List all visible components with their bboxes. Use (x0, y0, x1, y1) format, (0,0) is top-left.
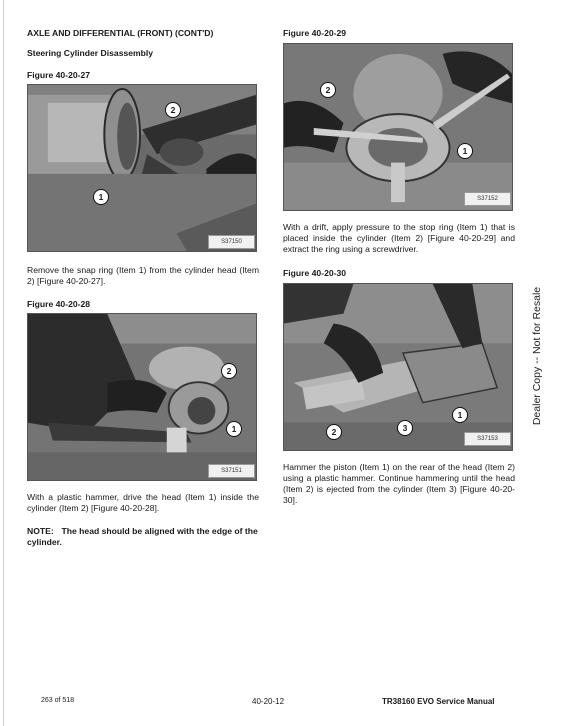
figure-caption-27: Figure 40-20-27 (27, 70, 91, 80)
note-block (27, 526, 259, 548)
page-count: 263 of 518 (41, 697, 75, 704)
figure-28-photo (28, 314, 256, 480)
figure-40-20-29 (283, 43, 513, 211)
subsection-title: Steering Cylinder Disassembly (27, 48, 154, 58)
paragraph-drive-head: With a plastic hammer, drive the head (Item 1) inside the cylinder (Item 2) [Figure 40-20-28]. (27, 492, 259, 513)
figure-40-20-28 (27, 313, 257, 481)
figure-caption-30: Figure 40-20-30 (283, 268, 347, 278)
callout-1: 1 (93, 189, 109, 205)
manual-title: TR38160 EVO Service Manual (382, 697, 495, 706)
paragraph-hammer-piston: Hammer the piston (Item 1) on the rear of the head (Item 2) using a plastic hammer. Continue hammering until the head (Item 2) is ejected from the cylinder (Item 3) [Figure 40-20-30]. (283, 462, 515, 505)
figure-27-photo (28, 85, 256, 251)
figure-caption-29: Figure 40-20-29 (283, 28, 347, 38)
note-label: NOTE: (27, 526, 54, 536)
callout-2: 2 (326, 424, 342, 440)
callout-2: 2 (165, 102, 181, 118)
callout-2: 2 (320, 82, 336, 98)
figure-40-20-30 (283, 283, 513, 451)
callout-1: 1 (452, 407, 468, 423)
image-id-label: S37151 (208, 464, 255, 478)
callout-3: 3 (397, 420, 413, 436)
callout-2: 2 (221, 363, 237, 379)
paragraph-remove-snap-ring: Remove the snap ring (Item 1) from the cylinder head (Item 2) [Figure 40-20-27]. (27, 265, 259, 286)
page-edge-line (3, 0, 4, 726)
image-id-label: S37150 (208, 235, 255, 249)
figure-40-20-27 (27, 84, 257, 252)
page-number: 40-20-12 (252, 697, 285, 706)
note-text: The head should be aligned with the edge of the cylinder. (27, 526, 258, 547)
callout-1: 1 (457, 143, 473, 159)
image-id-label: S37152 (464, 192, 511, 206)
image-id-label: S37153 (464, 432, 511, 446)
paragraph-stop-ring: With a drift, apply pressure to the stop ring (Item 1) that is placed inside the cylinder (Item 2) [Figure 40-20-29] and extract the ring using a screwdriver. (283, 222, 515, 254)
dealer-copy-watermark: Dealer Copy -- Not for Resale (531, 286, 543, 426)
figure-29-photo (284, 44, 512, 210)
section-title: AXLE AND DIFFERENTIAL (FRONT) (CONT'D) (27, 28, 214, 38)
callout-1: 1 (226, 421, 242, 437)
figure-caption-28: Figure 40-20-28 (27, 299, 91, 309)
